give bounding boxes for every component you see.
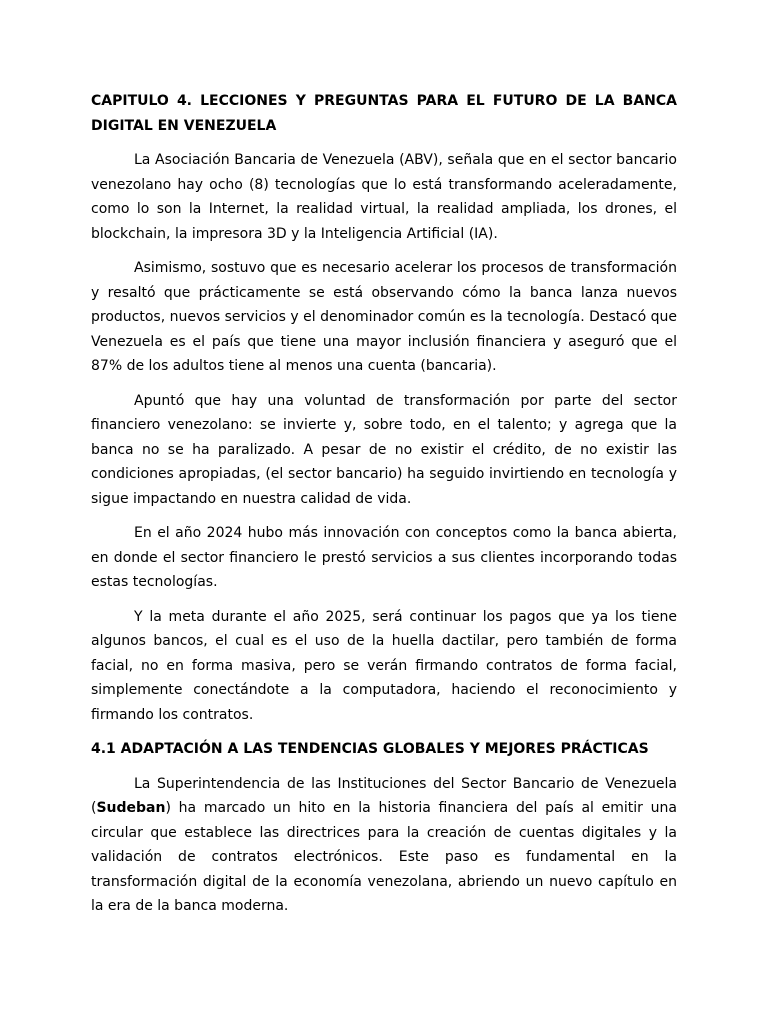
paragraph-abv: La Asociación Bancaria de Venezuela (ABV), señala que en el sector bancario venezolano hay ocho (8) tecnologías que lo está transformando aceleradamente, como lo son la Internet, la realidad virtual, la realidad ampliada, los drones, el blockchain, la impresora 3D y la Inteligencia Artificial (IA). [91,152,677,242]
paragraph-will: Apuntó que hay una voluntad de transformación por parte del sector financiero venezolano: se invierte y, sobre todo, en el talento; y agrega que la banca no se ha paralizado. A pesar de no existir el crédito, de no existir las condiciones apropiadas, (el sector bancario) ha seguido invirtiendo en tecnología y sigue impactando en nuestra calidad de vida. [91,392,677,507]
paragraph-transformation: Asimismo, sostuvo que es necesario acelerar los procesos de transformación y resaltó que prácticamente se está observando cómo la banca lanza nuevos productos, nuevos servicios y el denominador común es la tecnología. Destacó que Venezuela es el país que tiene una mayor inclusión financiera y aseguró que el 87% de los adultos tiene al menos una cuenta (bancaria). [91,260,677,374]
sudeban-text-before: La Superintendencia de las Instituciones del Sector Bancario de Venezuela ( [91,775,677,816]
section-title: 4.1 ADAPTACIÓN A LAS TENDENCIAS GLOBALES Y MEJORES PRÁCTICAS [91,741,649,757]
paragraph-2025: Y la meta durante el año 2025, será continuar los pagos que ya los tiene algunos bancos, el cual es el uso de la huella dactilar, pero también de forma facial, no en forma masiva, pero se verán firmando contratos de forma facial, simplemente conectándote a la computadora, haciendo el reconocimiento y firmando los contratos. [91,608,677,723]
sudeban-name: Sudeban [96,800,166,816]
chapter-title: CAPITULO 4. LECCIONES Y PREGUNTAS PARA EL FUTURO DE LA BANCA DIGITAL EN VENEZUELA [91,93,677,134]
paragraph-2024: En el año 2024 hubo más innovación con conceptos como la banca abierta, en donde el sector financiero le prestó servicios a sus clientes incorporando todas estas tecnologías. [91,525,677,590]
document-page [91,89,677,929]
sudeban-text-after: ) ha marcado un hito en la historia financiera del país al emitir una circular que establece las directrices para la creación de cuentas digitales y la validación de contratos electrónicos. Este paso es fundamental en la transformación digital de la economía venezolana, abriendo un nuevo capítulo en la era de la banca moderna. [91,800,677,914]
paragraph-sudeban [91,772,677,919]
